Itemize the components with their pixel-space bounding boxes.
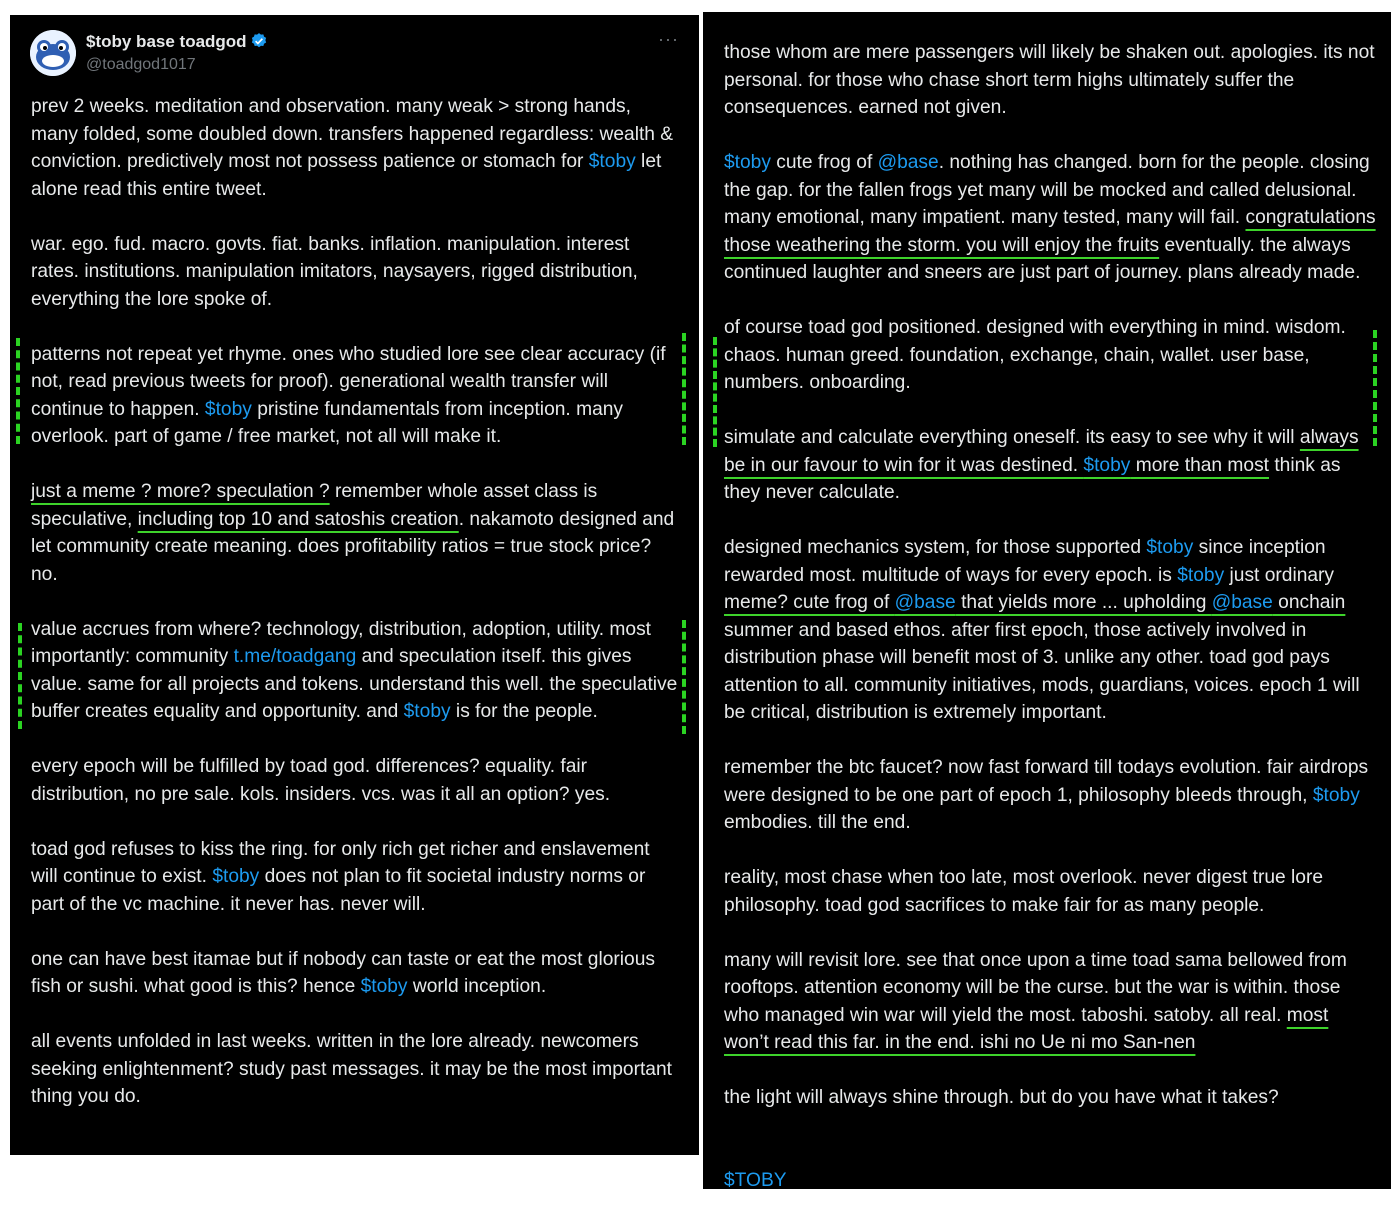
highlight-bracket-mark [16,338,24,444]
underlined-text: just a meme ? more? speculation ? [31,481,330,502]
underlined-text: congratulations those weathering the storm. you will enjoy the fruits [724,207,1376,256]
tweet-panel-left [10,15,699,1155]
paragraph: prev 2 weeks. meditation and observation. many weak > strong hands, many folded, some doubled down. transfers happened regardless: wealth & conviction. predictively most not possess patience or stomach for $toby let alone read this entire tweet. [31,96,674,200]
paragraph: $toby cute frog of @base. nothing has changed. born for the people. closing the gap. for the fallen frogs yet many will be mocked and called delusional. many emotional, many impatient. many tested, many will fail. congratulations those weathering the storm. you will enjoy the fruits eventually. the always continued laughter and sneers are just part of journey. plans already made. [724,152,1376,283]
cashtag-link[interactable]: $toby [1083,454,1131,476]
cashtag-link[interactable]: $toby [724,152,771,173]
mention-link[interactable]: @base [1211,592,1273,613]
cashtag-link[interactable]: $toby [588,151,636,172]
telegram-link[interactable]: t.me/toadgang [233,646,357,667]
paragraph: designed mechanics system, for those supported $toby since inception rewarded most. multitude of ways for every epoch. is $toby just ordinary meme? cute frog of @base that yields more ... upholding @base onchain summer and based ethos. after first epoch, those actively involved in distribution phase will benefit most of 3. unlike any other. toad god pays attention to all. community initiatives, mods, guardians, voices. epoch 1 will be critical, distribution is extremely important. [724,537,1360,723]
tweet-panel-right [703,12,1391,1189]
paragraph: one can have best itamae but if nobody can taste or eat the most glorious fish or sushi. what good is this? hence $toby world inception. [31,948,655,997]
paragraph: all events unfolded in last weeks. written in the lore already. newcomers seeking enlightenment? study past messages. it may be the most important thing you do. [31,1031,672,1107]
display-name[interactable]: $toby base toadgod [86,32,268,55]
cashtag-link[interactable]: $toby [204,398,252,420]
underlined-text: always be in our favour to win for it was destined. [724,427,1359,476]
tweet-text-right [724,39,1376,1139]
paragraph: war. ego. fud. macro. govts. fiat. banks. inflation. manipulation. interest rates. institutions. manipulation imitators, naysayers, rigged distribution, everything the lore spoke of. [31,233,638,310]
paragraph: the light will always shine through. but do you have what it takes? [724,1087,1279,1108]
paragraph: value accrues from where? technology, distribution, adoption, utility. most importantly: community t.me/toadgang and speculation itself. this gives value. same for all projects and tokens. understand this well. the speculative buffer creates equality and opportunity. and $toby is for the people. [31,618,678,722]
cashtag-link[interactable]: $toby [360,976,408,997]
underlined-text: including top 10 and satoshis creation [137,508,459,530]
highlight-bracket-mark [682,333,690,445]
handle[interactable]: @toadgod1017 [86,56,196,73]
mention-link[interactable]: @base [894,592,956,613]
highlight-bracket-mark [682,620,690,734]
highlight-bracket-mark [1373,330,1381,446]
cashtag-link[interactable]: $toby [212,866,260,887]
underlined-text: most won’t read this far. in the end. ishi no Ue ni mo San-nen [724,1004,1329,1053]
paragraph: of course toad god positioned. designed with everything in mind. wisdom. chaos. human greed. foundation, exchange, chain, wallet. user base, numbers. onboarding. [724,317,1346,393]
paragraph: remember the btc faucet? now fast forward till todays evolution. fair airdrops were designed to be one part of epoch 1, philosophy bleeds through, $toby embodies. till the end. [724,757,1369,833]
cashtag-link[interactable]: $toby [403,701,451,722]
verified-badge-icon [250,32,268,55]
underlined-text: meme? cute frog of [724,592,895,613]
cashtag-link[interactable]: $TOBY [724,1170,787,1191]
tweet-text-left [31,93,681,1138]
cashtag-link[interactable]: $toby [1177,564,1225,586]
toad-avatar-icon [30,30,76,76]
paragraph: every epoch will be fulfilled by toad god. differences? equality. fair distribution, no pre sale. kols. insiders. vcs. was it all an option? yes. [31,756,611,805]
paragraph: patterns not repeat yet rhyme. ones who studied lore see clear accuracy (if not, read previous tweets for proof). generational wealth transfer will continue to happen. $toby pristine fundamentals from inception. many overlook. part of game / free market, not all will make it. [31,343,666,447]
paragraph: reality, most chase when too late, most overlook. never digest true lore philosophy. toad god sacrifices to make fair for as many people. [724,867,1324,916]
cashtag-link[interactable]: $toby [1146,537,1194,558]
avatar[interactable] [30,30,76,76]
cashtag-link[interactable]: $toby [1312,784,1360,806]
paragraph: those whom are mere passengers will likely be shaken out. apologies. its not personal. for those who chase short term highs ultimately suffer the consequences. earned not given. [724,42,1375,118]
underlined-text: that yields more ... upholding [955,592,1212,613]
underlined-text: more than most [1130,454,1270,476]
paragraph: toad god refuses to kiss the ring. for only rich get richer and enslavement will continue to exist. $toby does not plan to fit societal industry norms or part of the vc machine. it never has. never will. [31,838,650,915]
paragraph: just a meme ? more? speculation ? remember whole asset class is speculative, including top 10 and satoshis creation. nakamoto designed and let community create meaning. does profitability ratios = true stock price? no. [31,481,675,585]
more-options-icon[interactable]: ··· [658,29,679,49]
highlight-bracket-mark [713,337,721,447]
mention-link[interactable]: @base [877,152,939,173]
paragraph: simulate and calculate everything oneself. its easy to see why it will always be in our favour to win for it was destined. $toby more than most think as they never calculate. [724,427,1359,503]
paragraph: many will revisit lore. see that once upon a time toad sama bellowed from rooftops. attention economy will be the curse. but the war is within. those who managed win war will yield the most. taboshi. satoby. all real. most won’t read this far. in the end. ishi no Ue ni mo San-nen [724,949,1347,1053]
underlined-text: onchain [1272,592,1346,613]
highlight-bracket-mark [18,623,26,729]
